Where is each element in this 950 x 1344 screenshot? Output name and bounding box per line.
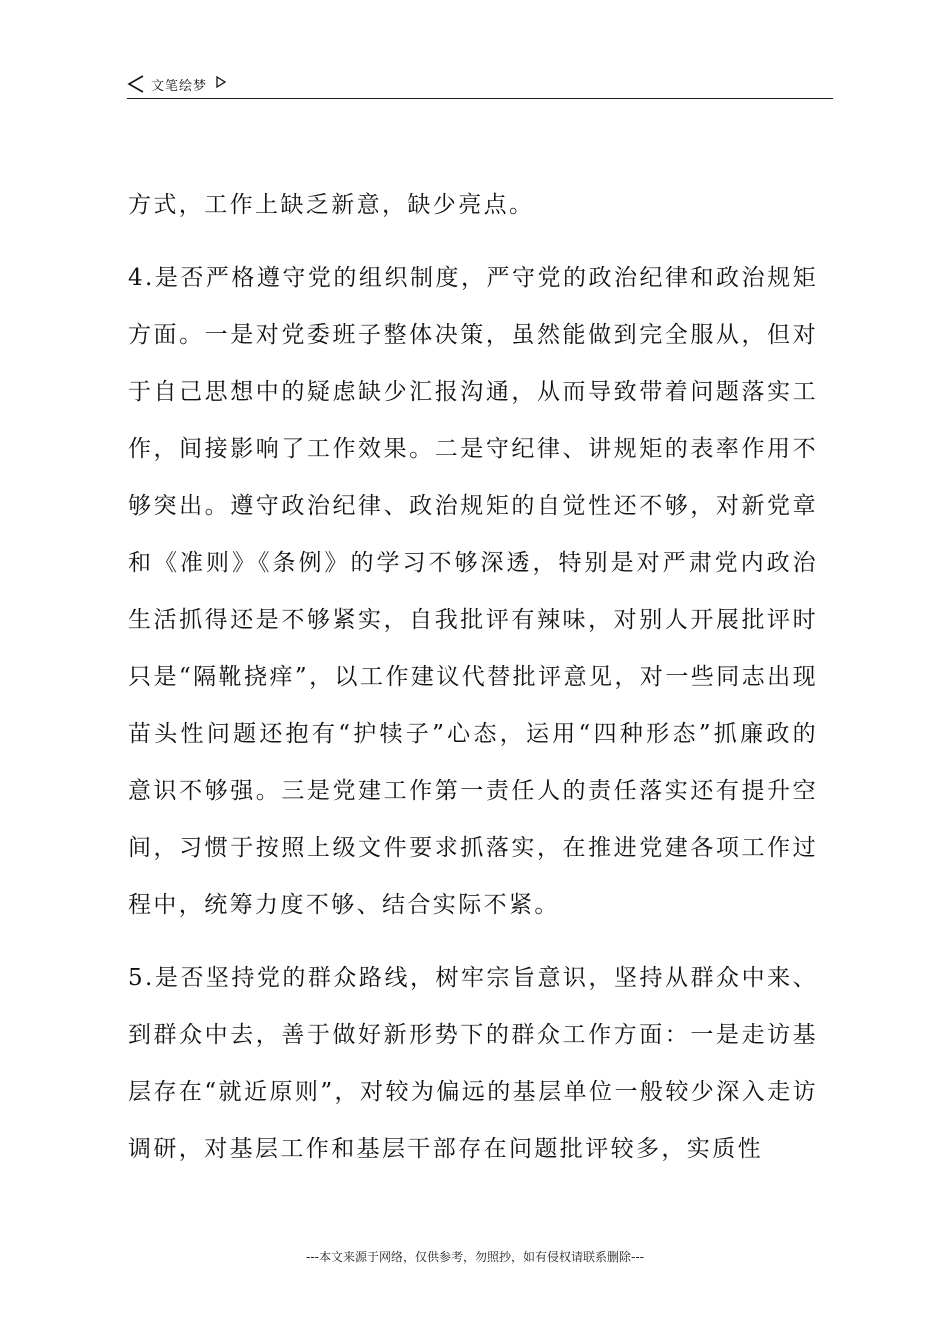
triangle-right-icon — [215, 75, 227, 89]
paragraph-item-4: 4.是否严格遵守党的组织制度，严守党的政治纪律和政治规矩方面。一是对党委班子整体决策，虽然能做到完全服从，但对于自己思想中的疑虑缺少汇报沟通，从而导致带着问题落实工作，间接影响了工作效果。二是守纪律、讲规矩的表率作用不够突出。遵守政治纪律、政治规矩的自觉性还不够，对新党章和《准则》《条例》的学习不够深透，特别是对严肃党内政治生活抓得还是不够紧实，自我批评有辣味，对别人开展批评时只是“隔靴挠痒”，以工作建议代替批评意见，对一些同志出现苗头性问题还抱有“护犊子”心态，运用“四种形态”抓廉政的意识不够强。三是党建工作第一责任人的责任落实还有提升空间，习惯于按照上级文件要求抓落实，在推进党建各项工作过程中，统筹力度不够、结合实际不紧。 — [128, 265, 818, 918]
paragraph-item-5: 5.是否坚持党的群众路线，树牢宗旨意识，坚持从群众中来、到群众中去，善于做好新形势下的群众工作方面：一是走访基层存在“就近原则”，对较为偏远的基层单位一般较少深入走访调研，对基层工作和基层干部存在问题批评较多，实质性 — [128, 965, 818, 1162]
footer-disclaimer: ---本文来源于网络，仅供参考，勿照抄，如有侵权请联系删除--- — [306, 1250, 644, 1264]
triangle-left-icon — [127, 74, 145, 94]
paragraph-continuation: 方式，工作上缺乏新意，缺少亮点。 — [128, 192, 535, 218]
document-body — [128, 177, 818, 1178]
header-title: 文笔绘梦 — [151, 79, 208, 94]
page-header — [127, 72, 833, 99]
